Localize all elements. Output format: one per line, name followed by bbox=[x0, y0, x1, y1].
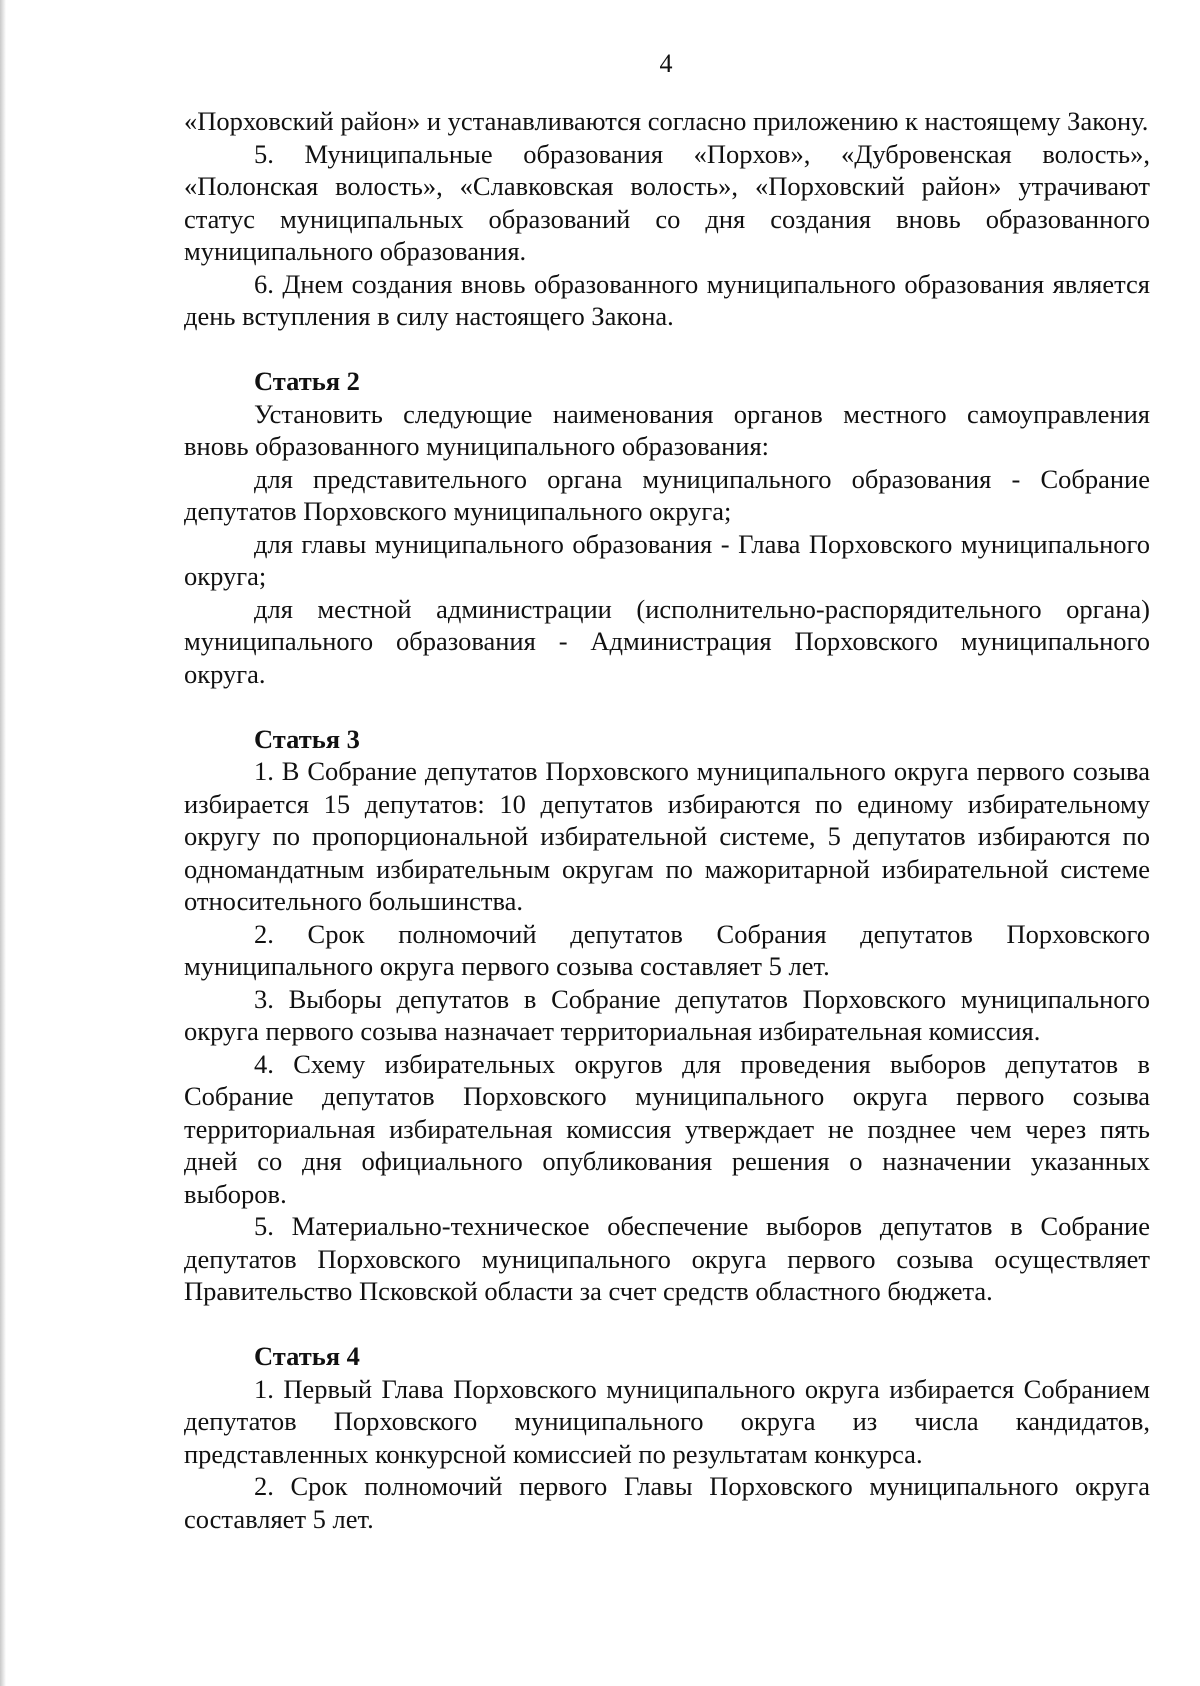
document-body bbox=[184, 105, 1150, 1535]
scan-edge-shadow bbox=[0, 0, 6, 1686]
section-gap bbox=[184, 690, 1150, 723]
section-gap bbox=[184, 1308, 1150, 1341]
article-2-heading: Статья 2 bbox=[254, 366, 360, 396]
paragraph-item-6: 6. Днем создания вновь образованного муниципального образования является день вступления в силу настоящего Закона. bbox=[184, 268, 1150, 331]
article-3-heading: Статья 3 bbox=[254, 723, 360, 754]
article-2-paragraph: для местной администрации (исполнительно-распорядительного органа) муниципального образования - Администрация Порховского муниципального округа. bbox=[184, 593, 1150, 689]
paragraph-continuation: «Порховский район» и устанавливаются согласно приложению к настоящему Закону. bbox=[184, 106, 1149, 136]
page-number: 4 bbox=[659, 49, 673, 78]
article-3-paragraph: 5. Материально-техническое обеспечение выборов депутатов в Собрание депутатов Порховского муниципального округа первого созыва осуществляет Правительство Псковской области за счет средств областного бюджета. bbox=[184, 1211, 1150, 1306]
article-4-heading: Статья 4 bbox=[254, 1341, 360, 1371]
article-2-paragraph: Установить следующие наименования органов местного самоуправления вновь образованного муниципального образования: bbox=[184, 398, 1150, 461]
paragraph-item-5: 5. Муниципальные образования «Порхов», «Дубровенская волость», «Полонская волость», «Славковская волость», «Порховский район» утрачивают статус муниципальных образований со дня создания вновь образованного муниципального образования. bbox=[184, 138, 1150, 266]
section-gap bbox=[184, 333, 1150, 366]
article-3-paragraph: 1. В Собрание депутатов Порховского муниципального округа первого созыва избирается 15 депутатов: 10 депутатов избираются по единому избирательному округу по пропорциональной избирательной системе, 5 депутатов избираются по одномандатным избирательным округам по мажоритарной избирательной системе относительного большинства. bbox=[184, 756, 1150, 916]
article-4-paragraph: 2. Срок полномочий первого Главы Порховского муниципального округа составляет 5 лет. bbox=[184, 1471, 1150, 1534]
article-2-paragraph: для главы муниципального образования - Глава Порховского муниципального округа; bbox=[184, 528, 1150, 591]
article-4-paragraph: 1. Первый Глава Порховского муниципального округа избирается Собранием депутатов Порховского муниципального округа из числа кандидатов, представленных конкурсной комиссией по результатам конкурса. bbox=[184, 1373, 1150, 1469]
article-3-paragraph: 3. Выборы депутатов в Собрание депутатов Порховского муниципального округа первого созыва назначает территориальная избирательная комиссия. bbox=[184, 983, 1150, 1046]
article-3-paragraph: 4. Схему избирательных округов для проведения выборов депутатов в Собрание депутатов Порховского муниципального округа первого созыва территориальная избирательная комиссия утверждает не позднее чем через пять дней со дня официального опубликования решения о назначении указанных выборов. bbox=[184, 1048, 1150, 1209]
article-2-paragraph: для представительного органа муниципального образования - Собрание депутатов Порховского муниципального округа; bbox=[184, 463, 1150, 526]
article-3-paragraph: 2. Срок полномочий депутатов Собрания депутатов Порховского муниципального округа первого созыва составляет 5 лет. bbox=[184, 918, 1150, 981]
